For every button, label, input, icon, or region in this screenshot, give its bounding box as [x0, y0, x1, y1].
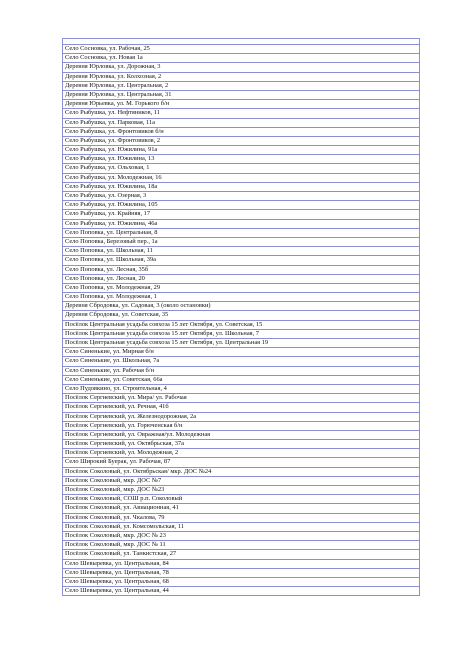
table-row: Деревня Юрловка, ул. Центральная, 2: [62, 82, 420, 91]
table-row: Посёлок Сергиевский, ул. Горюченская б/н: [62, 422, 420, 431]
table-row: Село Рыбушка, ул. Фронтовиков б/н: [62, 128, 420, 137]
table-row: Посёлок Соколовый, мкр. ДОС №23: [62, 486, 420, 495]
table-row: Деревня Юрловка, ул. Дорожная, 3: [62, 63, 420, 72]
table-row: Посёлок Соколовый, ул. Танкистская, 27: [62, 550, 420, 559]
table-row: Посёлок Сергиевский, ул. Железнодорожная, 2а: [62, 413, 420, 422]
table-row: Село Рыбушка, ул. Ольховая, 1: [62, 164, 420, 173]
table-row: Село Рыбушка, ул. Нефтяников, 11: [62, 109, 420, 118]
table-row: Село Синенькие, ул. Советская, 66а: [62, 376, 420, 385]
table-row: Село Широкий Буерак, ул. Рабочая, 87: [62, 458, 420, 467]
table-row: Село Сосновка, ул. Рабочая, 25: [62, 45, 420, 54]
table-row: Село Синенькие, ул. Мирная б/н: [62, 348, 420, 357]
table-row: Село Рыбушка, ул. Молодежная, 16: [62, 174, 420, 183]
table-row: Посёлок Соколовый, ул. Комсомольская, 11: [62, 523, 420, 532]
table-row: Деревня Сбродовка, ул. Садовая, 3 (около остановки): [62, 302, 420, 311]
table-row: Посёлок Центральная усадьба совхоза 15 лет Октября, ул. Советская, 15: [62, 321, 420, 330]
table-row: Село Пудовкино, ул. Строительная, 4: [62, 385, 420, 394]
table-row: Село Синенькие, ул. Школьная, 7а: [62, 357, 420, 366]
table-row: Село Рыбушка, ул. Южилина, 18а: [62, 183, 420, 192]
table-row: Село Рыбушка, ул. Парковая, 11а: [62, 119, 420, 128]
table-row: Деревня Юрловка, ул. Центральная, 31: [62, 91, 420, 100]
table-row: Село Шевыревка, ул. Центральная, 44: [62, 587, 420, 596]
table-row: Село Рыбушка, ул. Южилина, 105: [62, 201, 420, 210]
table-row: Село Шевыревка, ул. Центральная, 68: [62, 578, 420, 587]
table-row: Посёлок Соколовый, мкр. ДОС №7: [62, 477, 420, 486]
table-row: Село Поповка, ул. Лесная, 20: [62, 275, 420, 284]
table-row: Посёлок Центральная усадьба совхоза 15 лет Октября, ул. Центральная 19: [62, 339, 420, 348]
table-row: Село Шевыревка, ул. Центральная, 84: [62, 560, 420, 569]
table-row: Село Сосновка, ул. Новая 1а: [62, 54, 420, 63]
table-row: Село Поповка, Березовый пер., 1а: [62, 238, 420, 247]
table-row: Деревня Юрьевка, ул. М. Горького б/н: [62, 100, 420, 109]
table-row: Село Поповка, ул. Молодежная, 1: [62, 293, 420, 302]
table-row: Посёлок Соколовый, мкр. ДОС № 11: [62, 541, 420, 550]
table-row: Село Рыбушка, ул. Южилина, 91а: [62, 146, 420, 155]
table-row: Посёлок Сергиевский, ул. Овражная/ул. Молодежная: [62, 431, 420, 440]
address-table: [62, 38, 420, 596]
table-row: Село Рыбушка, ул. Южилина, 46а: [62, 220, 420, 229]
table-row: Посёлок Соколовый, ул. Октябрьская/ мкр. ДОС №24: [62, 468, 420, 477]
table-row: Посёлок Соколовый, ул. Авиационная, 41: [62, 504, 420, 513]
table-row: Деревня Юрловка, ул. Колхозная, 2: [62, 73, 420, 82]
table-row: Посёлок Соколовый, мкр. ДОС № 23: [62, 532, 420, 541]
table-row: Посёлок Соколовый, СОШ р.п. Соколовый: [62, 495, 420, 504]
table-row: Село Поповка, ул. Молодежная, 29: [62, 284, 420, 293]
table-row: Село Синенькие, ул. Рабочая б/н: [62, 367, 420, 376]
table-row: Село Рыбушка, ул. Фронтовиков, 2: [62, 137, 420, 146]
table-row: Село Поповка, ул. Школьная, 11: [62, 247, 420, 256]
table-row: Посёлок Сергиевский, ул. Молодежная, 2: [62, 449, 420, 458]
table-row: Посёлок Соколовый, ул. Чкалова, 79: [62, 514, 420, 523]
table-row: Посёлок Сергиевский, ул. Октябрьская, 37а: [62, 440, 420, 449]
table-row: Село Рыбушка, ул. Южилина, 13: [62, 155, 420, 164]
table-row: Село Рыбушка, ул. Крайняя, 17: [62, 210, 420, 219]
table-row: Село Поповка, ул. Центральная, 8: [62, 229, 420, 238]
table-row: Село Шевыревка, ул. Центральная, 78: [62, 569, 420, 578]
table-row: Село Поповка, ул. Лесная, 35б: [62, 266, 420, 275]
table-row: Посёлок Сергиевский, ул. Речная, 41б: [62, 403, 420, 412]
table-row: Деревня Сбродовка, ул. Советская, 35: [62, 311, 420, 320]
table-row: Посёлок Центральная усадьба совхоза 15 лет Октября, ул. Школьная, 7: [62, 330, 420, 339]
table-row: Посёлок Сергиевский, ул. Мира/ ул. Рабочая: [62, 394, 420, 403]
table-row: Село Рыбушка, ул. Озерная, 3: [62, 192, 420, 201]
table-row: Село Поповка, ул. Школьная, 39а: [62, 256, 420, 265]
